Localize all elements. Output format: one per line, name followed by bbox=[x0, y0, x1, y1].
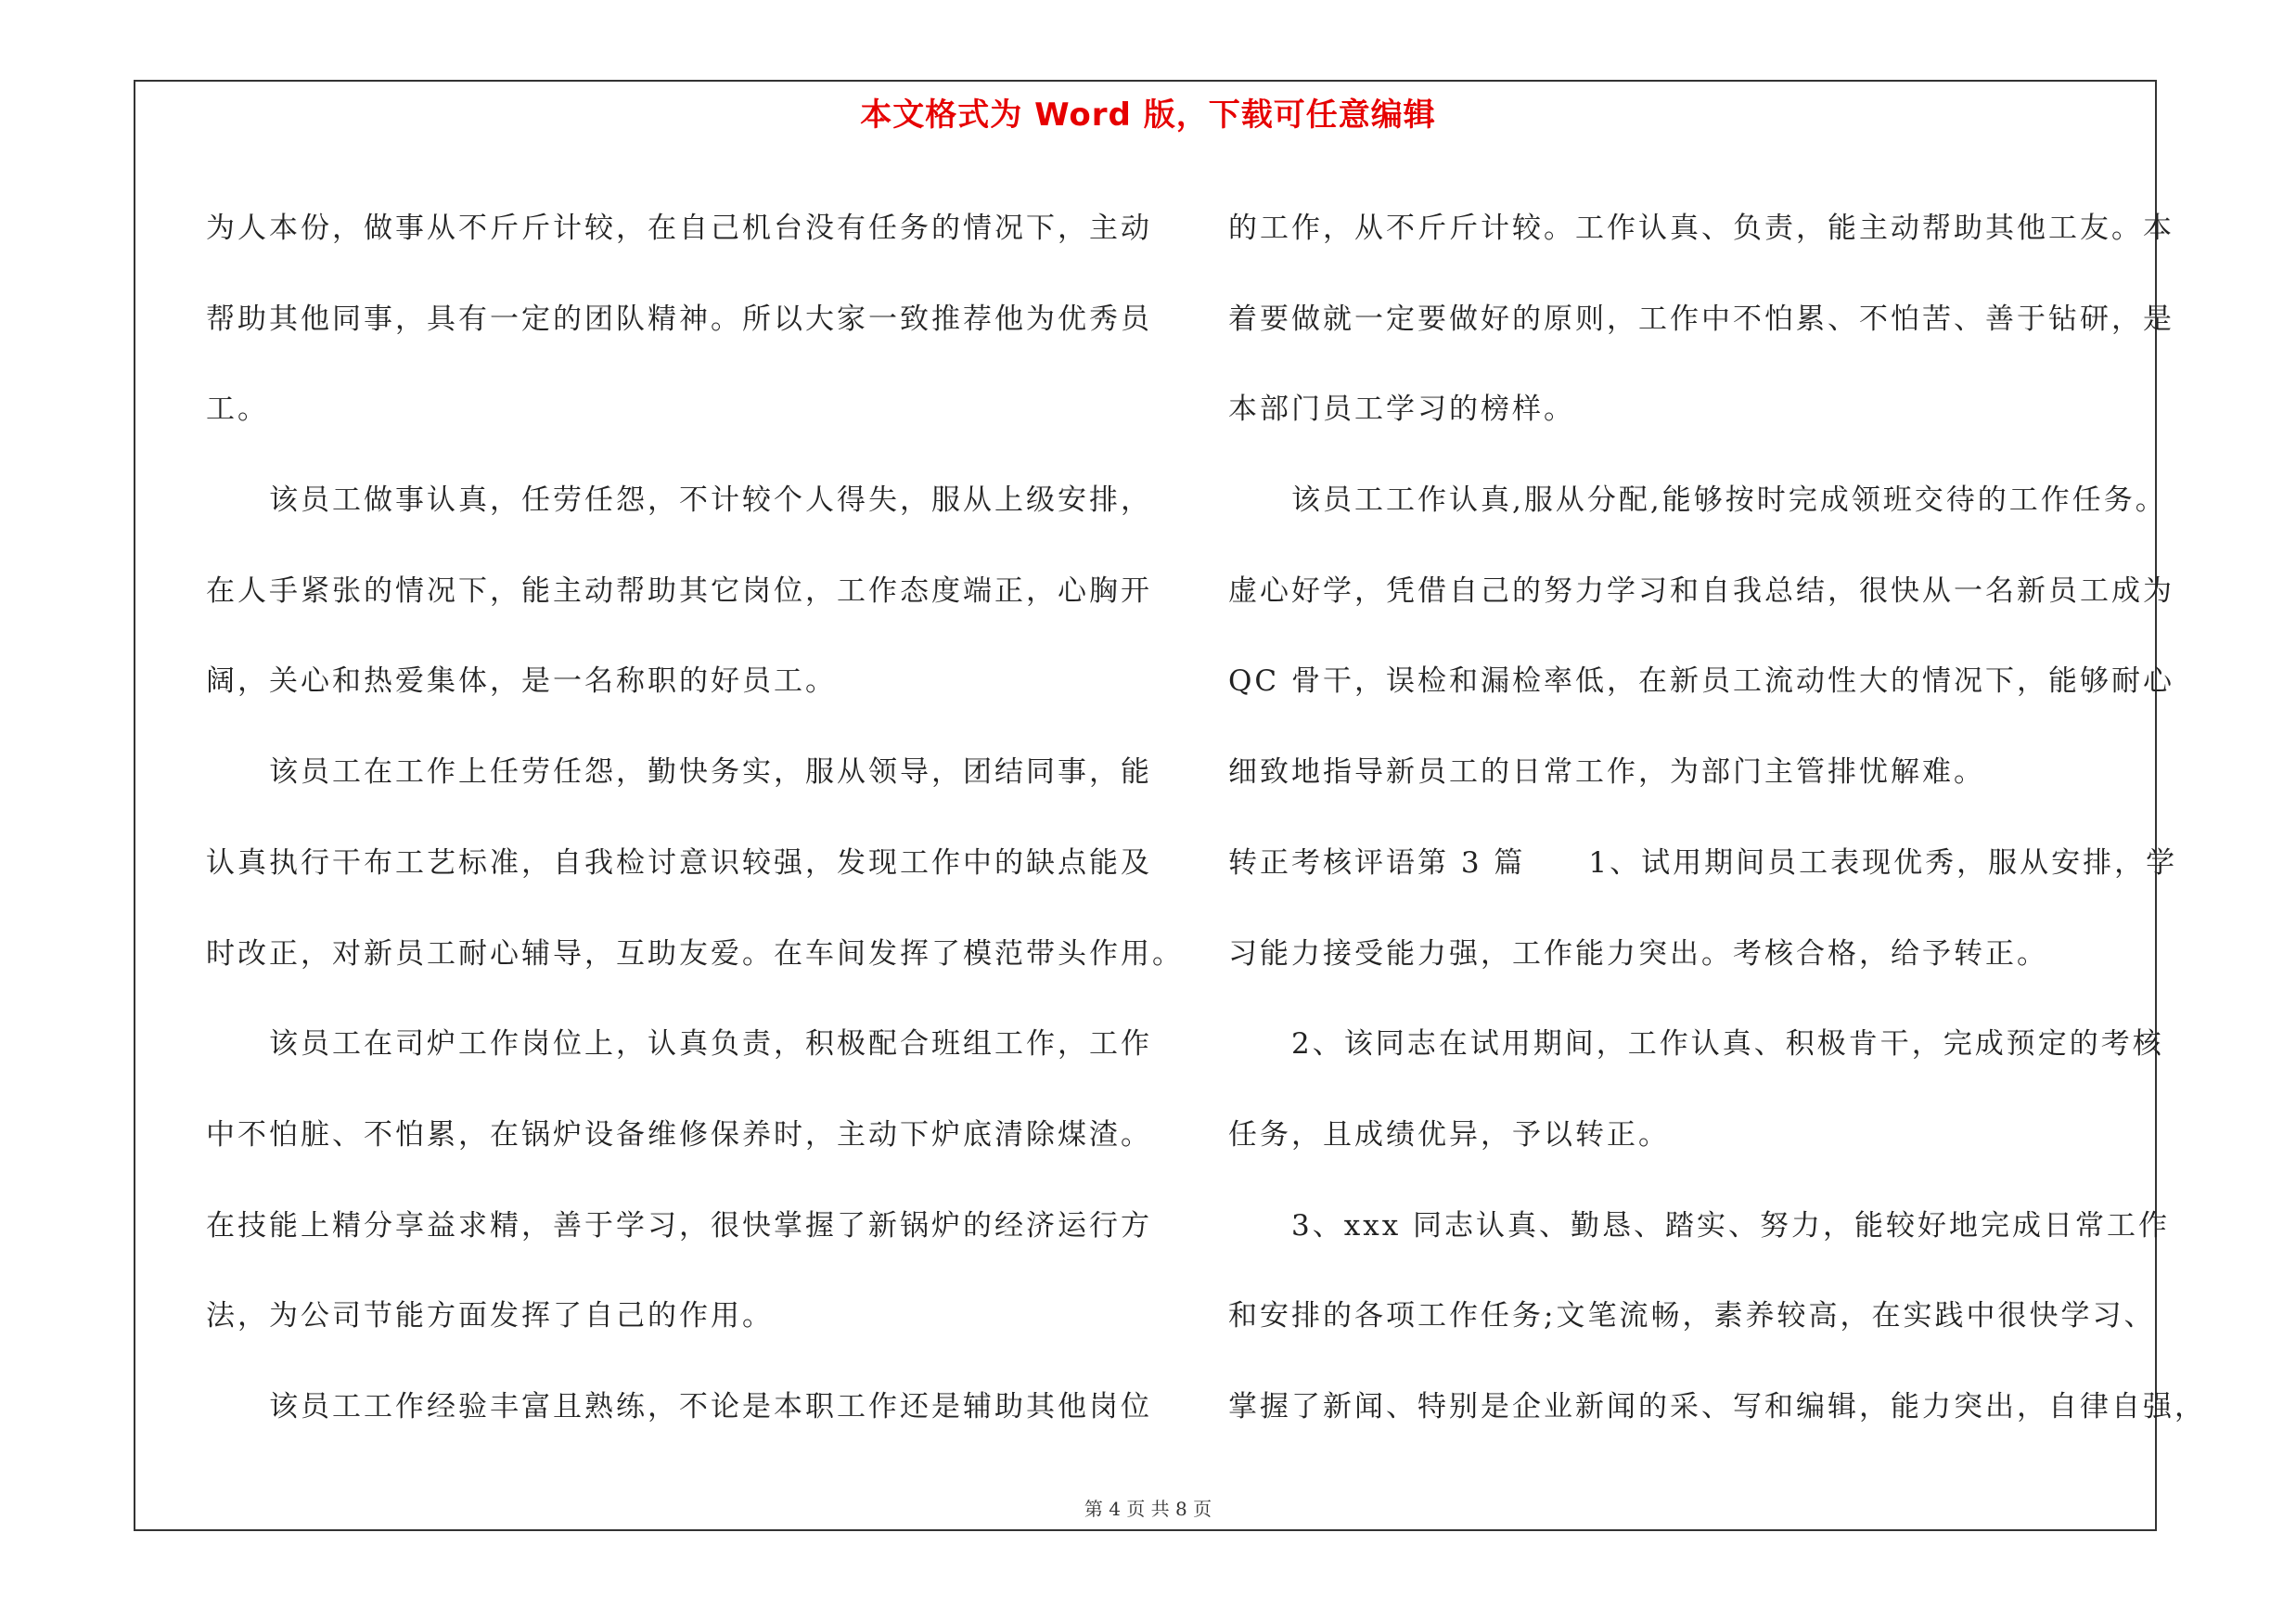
left-column-text-line: 该员工工作经验丰富且熟练，不论是本职工作还是辅助其他岗位 bbox=[269, 1389, 1152, 1423]
right-column-text-line: 2、该同志在试用期间，工作认真、积极肯干，完成预定的考核 bbox=[1291, 1027, 2164, 1062]
right-column-text-line: 的工作，从不斤斤计较。工作认真、负责，能主动帮助其他工友。本 bbox=[1228, 212, 2174, 245]
right-column bbox=[1228, 184, 2206, 1453]
right-column-text-line: 掌握了新闻、特别是企业新闻的采、写和编辑，能力突出，自律自强， bbox=[1228, 1389, 2206, 1423]
right-column-text-line: 任务，且成绩优异，予以转正。 bbox=[1228, 1117, 1670, 1152]
left-column-text-line: 法，为公司节能方面发挥了自己的作用。 bbox=[206, 1299, 774, 1333]
left-column-text-line: 在技能上精分享益求精，善于学习，很快掌握了新锅炉的经济运行方 bbox=[206, 1208, 1152, 1243]
left-column-text-line: 该员工做事认真，任劳任怨，不计较个人得失，服从上级安排， bbox=[269, 483, 1152, 518]
left-column-text-line: 帮助其他同事，具有一定的团队精神。所以大家一致推荐他为优秀员 bbox=[206, 302, 1152, 336]
left-column-text-line: 在人手紧张的情况下，能主动帮助其它岗位，工作态度端正，心胸开 bbox=[206, 573, 1152, 608]
right-column-text-line: 习能力接受能力强，工作能力突出。考核合格，给予转正。 bbox=[1228, 936, 2048, 971]
right-column-text-line: 转正考核评语第 3 篇 1、试用期间员工表现优秀，服从安排，学 bbox=[1228, 845, 2178, 880]
right-column-text-line: 细致地指导新员工的日常工作，为部门主管排忧解难。 bbox=[1228, 755, 1985, 790]
word-format-notice: 本文格式为 Word 版，下载可任意编辑 bbox=[860, 97, 1436, 134]
left-column-text-line: 中不怕脏、不怕累，在锅炉设备维修保养时，主动下炉底清除煤渣。 bbox=[206, 1117, 1152, 1152]
page-number: 第 4 页 共 8 页 bbox=[1084, 1498, 1212, 1520]
left-column-text-line: 工。 bbox=[206, 393, 269, 427]
left-column-text-line: 该员工在司炉工作岗位上，认真负责，积极配合班组工作，工作 bbox=[269, 1027, 1152, 1062]
right-column-text-line: 该员工工作认真,服从分配,能够按时完成领班交待的工作任务。 bbox=[1291, 483, 2167, 518]
left-column-text-line: 该员工在工作上任劳任怨，勤快务实，服从领导，团结同事，能 bbox=[269, 755, 1152, 790]
right-column-text-line: 和安排的各项工作任务;文笔流畅，素养较高，在实践中很快学习、 bbox=[1228, 1299, 2156, 1333]
left-column-text-line: 认真执行干布工艺标准，自我检讨意识较强，发现工作中的缺点能及 bbox=[206, 845, 1152, 880]
right-column-text-line: 3、xxx 同志认真、勤恳、踏实、努力，能较好地完成日常工作 bbox=[1291, 1208, 2171, 1243]
left-column-text-line: 时改正，对新员工耐心辅导，互助友爱。在车间发挥了模范带头作用。 bbox=[206, 936, 1184, 971]
left-column-text-line: 为人本份，做事从不斤斤计较，在自己机台没有任务的情况下，主动 bbox=[206, 212, 1152, 245]
right-column-text-line: 虚心好学，凭借自己的努力学习和自我总结，很快从一名新员工成为 bbox=[1228, 573, 2174, 608]
left-column-text-line: 阔，关心和热爱集体，是一名称职的好员工。 bbox=[206, 664, 837, 699]
right-column-text-line: 本部门员工学习的榜样。 bbox=[1228, 393, 1575, 427]
right-column-text-line: 着要做就一定要做好的原则，工作中不怕累、不怕苦、善于钻研，是 bbox=[1228, 302, 2174, 336]
right-column-text-line: QC 骨干，误检和漏检率低，在新员工流动性大的情况下，能够耐心 bbox=[1228, 664, 2174, 699]
left-column bbox=[206, 184, 1184, 1453]
